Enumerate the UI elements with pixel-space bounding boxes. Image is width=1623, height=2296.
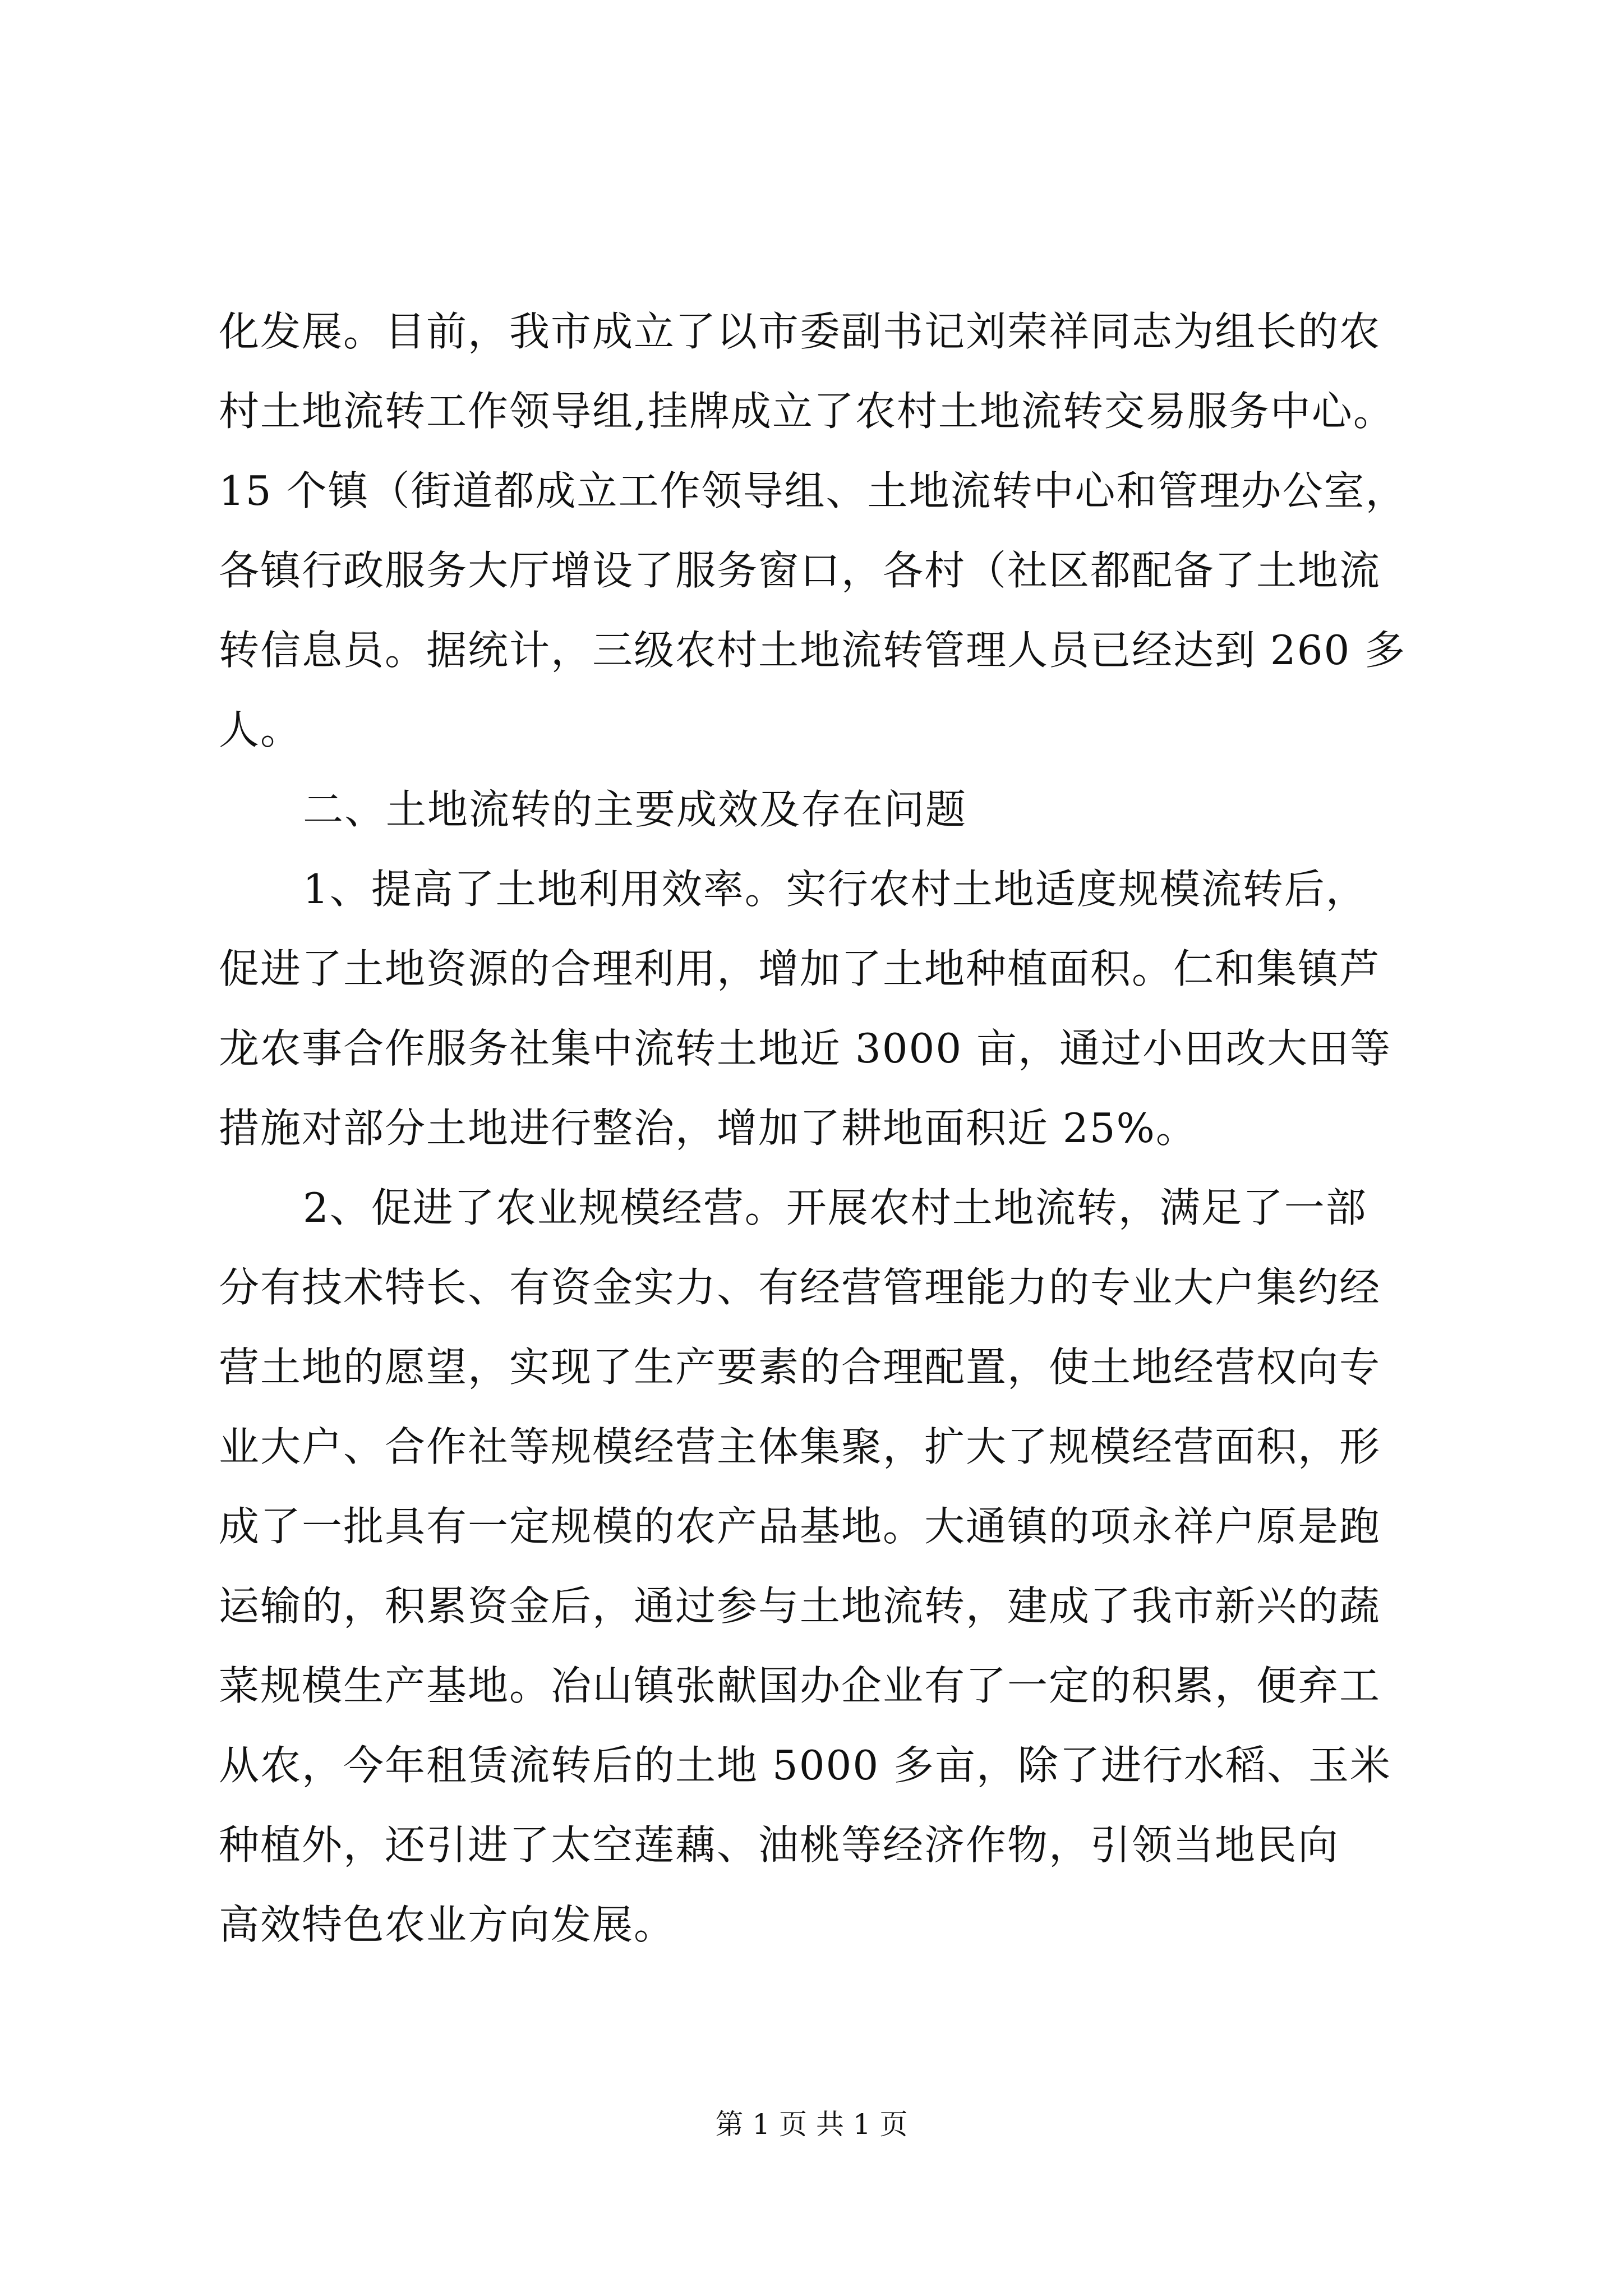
- text-line: 转信息员。据统计，三级农村土地流转管理人员已经达到 260 多: [219, 627, 1407, 674]
- text-line: 促进了土地资源的合理利用，增加了土地种植面积。仁和集镇芦: [219, 945, 1381, 992]
- document-body: [219, 292, 1436, 1964]
- text-line: 2、促进了农业规模经营。开展农村土地流转，满足了一部: [303, 1184, 1367, 1231]
- text-line: 措施对部分土地进行整治，增加了耕地面积近 25%。: [219, 1105, 1197, 1152]
- text-line: 人。: [219, 706, 302, 753]
- text-line: 村土地流转工作领导组,挂牌成立了农村土地流转交易服务中心。: [219, 388, 1395, 435]
- text-line: 从农，今年租赁流转后的土地 5000 多亩，除了进行水稻、玉米: [219, 1742, 1392, 1789]
- text-line: 成了一批具有一定规模的农产品基地。大通镇的项永祥户原是跑: [219, 1503, 1381, 1550]
- text-line: 分有技术特长、有资金实力、有经营管理能力的专业大户集约经: [219, 1264, 1381, 1311]
- text-line: 运输的，积累资金后，通过参与土地流转，建成了我市新兴的蔬: [219, 1582, 1381, 1630]
- text-line: 高效特色农业方向发展。: [219, 1901, 676, 1948]
- text-line: 各镇行政服务大厅增设了服务窗口，各村（社区都配备了土地流: [219, 547, 1381, 594]
- text-line: 营土地的愿望，实现了生产要素的合理配置，使土地经营权向专: [219, 1343, 1381, 1391]
- text-line: 1、提高了土地利用效率。实行农村土地适度规模流转后，: [303, 866, 1367, 913]
- text-line: 业大户、合作社等规模经营主体集聚，扩大了规模经营面积，形: [219, 1423, 1381, 1470]
- page-number-footer: 第 1 页 共 1 页: [715, 2108, 908, 2141]
- section-heading: 二、土地流转的主要成效及存在问题: [303, 786, 967, 833]
- text-line: 15 个镇（街道都成立工作领导组、土地流转中心和管理办公室，: [219, 467, 1407, 514]
- text-line: 化发展。目前，我市成立了以市委副书记刘荣祥同志为组长的农: [219, 308, 1381, 355]
- text-line: 龙农事合作服务社集中流转土地近 3000 亩，通过小田改大田等: [219, 1025, 1392, 1072]
- text-line: 菜规模生产基地。冶山镇张献国办企业有了一定的积累，便弃工: [219, 1662, 1381, 1709]
- text-line: 种植外，还引进了太空莲藕、油桃等经济作物，引领当地民向: [219, 1821, 1340, 1869]
